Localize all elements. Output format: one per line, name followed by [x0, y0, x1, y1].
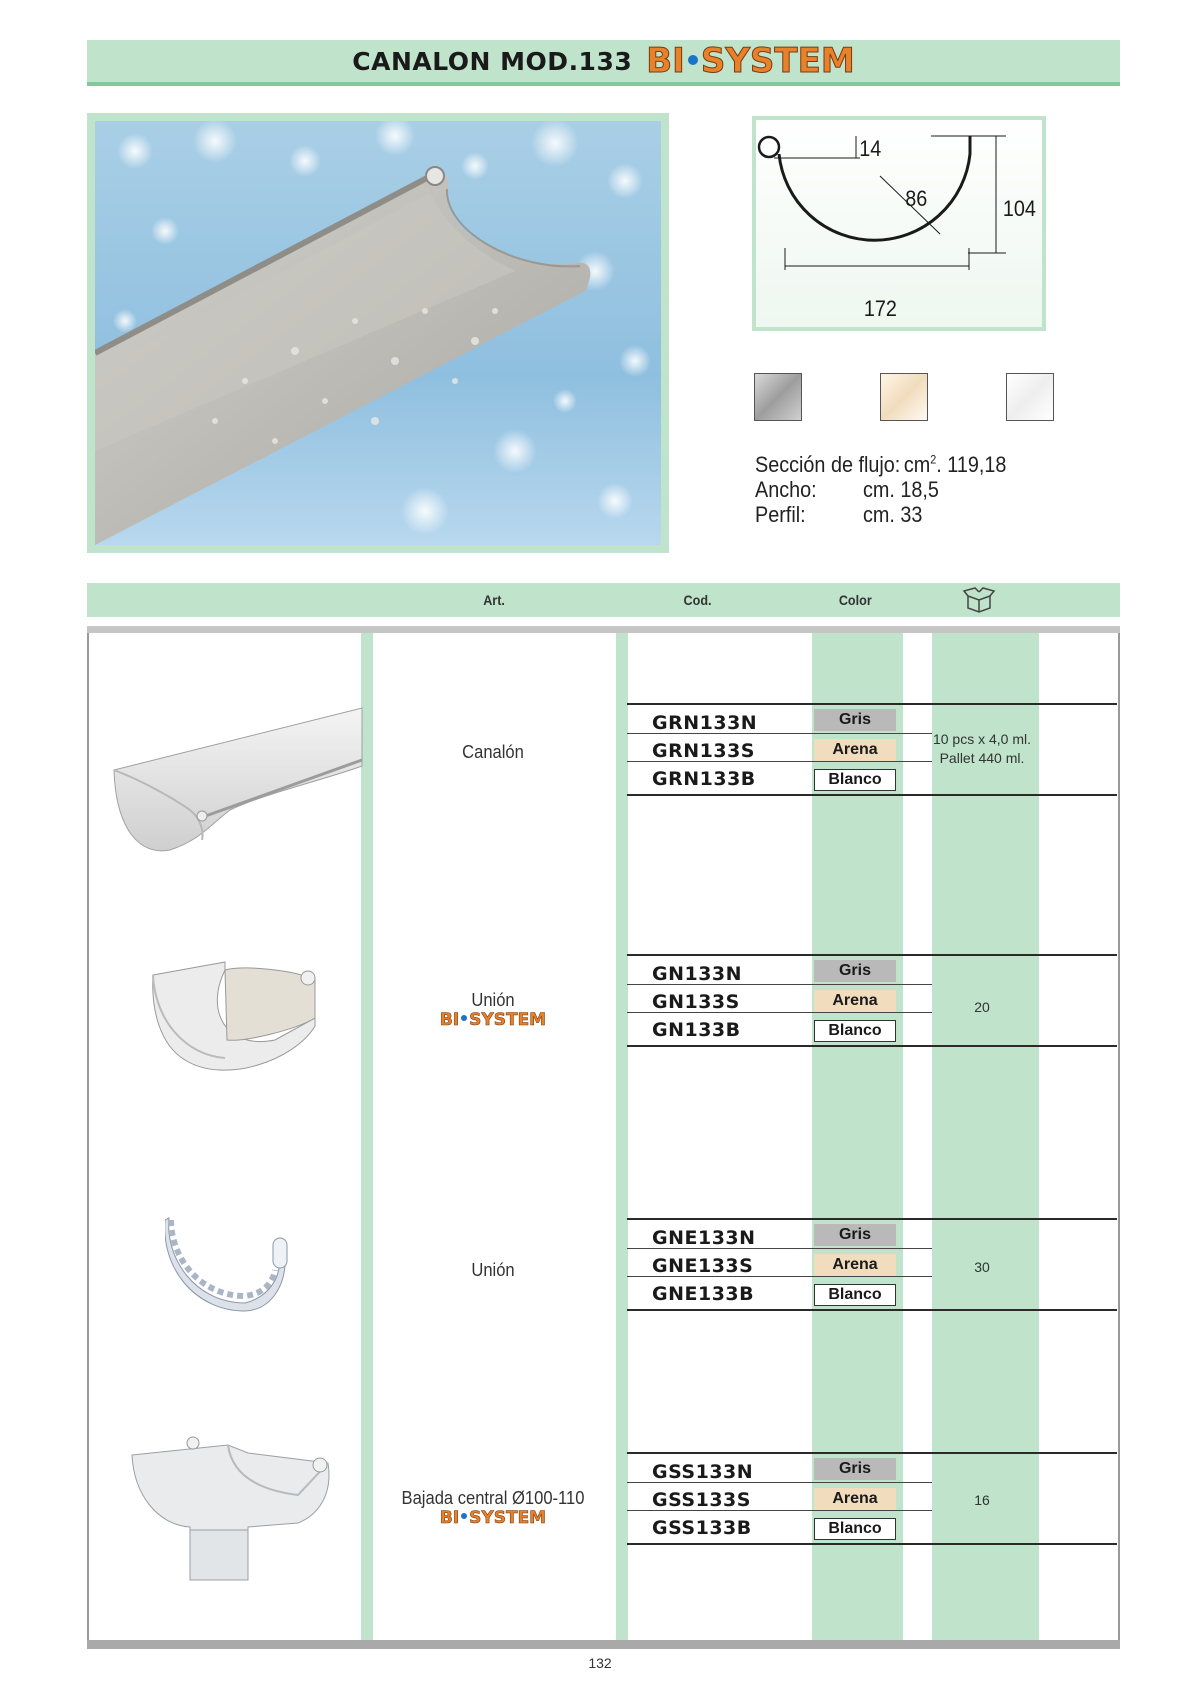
section-diagram: [752, 116, 1046, 331]
table-divider-band: [616, 633, 628, 1640]
gutter-photo: [87, 113, 669, 553]
brand-logo-part: BI: [646, 41, 685, 81]
brand-dot-icon: [461, 1015, 467, 1021]
column-art: Art.: [483, 592, 505, 608]
brand-logo: [646, 41, 854, 81]
product-name-union: Unión: [471, 1260, 515, 1280]
pack-info: [927, 998, 1037, 1017]
brand-dot-icon: [461, 1513, 467, 1519]
column-color: Color: [838, 592, 872, 608]
header-underline: [87, 82, 1120, 86]
table-bottom-border: [87, 1640, 1120, 1649]
pack-line: 20: [974, 999, 990, 1015]
row-divider: [627, 1218, 1117, 1220]
brand-logo-part: SYSTEM: [469, 1010, 547, 1030]
page-number: 132: [588, 1655, 612, 1671]
dimension-height: 104: [1002, 196, 1036, 221]
row-divider: [627, 794, 1117, 796]
label-perfil: Perfil:: [755, 502, 806, 527]
row-divider: [627, 1309, 1117, 1311]
product-code: GSS133N: [652, 1461, 754, 1483]
product-image-bajada-central: [128, 1435, 338, 1585]
table-top-border: [87, 626, 1120, 633]
row-divider: [627, 703, 1117, 705]
color-chip-gris: Gris: [814, 960, 896, 982]
box-icon: [962, 586, 996, 614]
pack-info: [927, 1258, 1037, 1277]
color-chip-arena: Arena: [814, 1488, 896, 1510]
pack-line: 30: [974, 1259, 990, 1275]
row-divider: [627, 1045, 1117, 1047]
title-text: CANALON MOD.133: [352, 46, 633, 76]
brand-logo-part: SYSTEM: [700, 41, 855, 81]
product-code: GRN133S: [652, 740, 755, 762]
gutter-photo-image: [95, 121, 661, 545]
spec-unit: cm: [903, 452, 931, 477]
dimension-top: 14: [859, 136, 882, 161]
product-code: GN133N: [652, 963, 743, 985]
color-chip-arena: Arena: [814, 1254, 896, 1276]
product-code: GNE133S: [652, 1255, 754, 1277]
dimension-radius: 86: [905, 186, 928, 211]
brand-logo-part: BI: [439, 1508, 460, 1528]
value-ancho: cm. 18,5: [863, 477, 939, 502]
gutter-profile-drawing: [756, 120, 1042, 327]
color-chip-arena: Arena: [814, 990, 896, 1012]
swatch-blanco: [1006, 373, 1054, 421]
product-name-union: Unión: [471, 990, 515, 1010]
product-image-canalon: [110, 700, 366, 860]
table-left-border: [87, 633, 89, 1640]
color-chip-gris: Gris: [814, 709, 896, 731]
row-divider: [627, 1543, 1117, 1545]
product-code: GN133B: [652, 1019, 741, 1041]
section-diagram-panel: [756, 120, 1042, 327]
pack-line: Pallet 440 ml.: [939, 750, 1025, 766]
product-image-union-bisystem: [145, 950, 325, 1075]
spec-unit-sup: 2: [930, 452, 937, 467]
product-brand-logo: [378, 1508, 608, 1528]
swatch-gris: [754, 373, 802, 421]
pack-info: [927, 730, 1037, 768]
spec-label: Sección de flujo:: [755, 452, 901, 477]
product-code: GRN133N: [652, 712, 758, 734]
row-divider: [627, 954, 1117, 956]
color-chip-arena: Arena: [814, 739, 896, 761]
product-image-union: [165, 1208, 305, 1313]
table-right-border: [1118, 633, 1120, 1640]
product-code: GN133S: [652, 991, 740, 1013]
header-bar: [87, 40, 1120, 86]
page-title: [87, 40, 1120, 82]
product-code: GRN133B: [652, 768, 756, 790]
pack-line: 10 pcs x 4,0 ml.: [932, 731, 1032, 747]
brand-dot-icon: [688, 55, 698, 65]
brand-logo-part: SYSTEM: [469, 1508, 547, 1528]
swatch-arena: [880, 373, 928, 421]
product-code: GSS133B: [652, 1517, 752, 1539]
color-chip-blanco: Blanco: [814, 1518, 896, 1540]
spec-flow-section: [755, 452, 1006, 478]
column-cod: Cod.: [683, 592, 712, 608]
color-chip-blanco: Blanco: [814, 1284, 896, 1306]
brand-logo-part: BI: [439, 1010, 460, 1030]
product-name-bajada-central: Bajada central Ø100-110: [401, 1488, 585, 1508]
column-header-bar: [87, 583, 1120, 617]
color-chip-blanco: Blanco: [814, 769, 896, 791]
pack-info: [927, 1491, 1037, 1510]
color-chip-blanco: Blanco: [814, 1020, 896, 1042]
product-code: GSS133S: [652, 1489, 751, 1511]
product-brand-logo: [378, 1010, 608, 1030]
color-chip-gris: Gris: [814, 1224, 896, 1246]
row-divider: [627, 1452, 1117, 1454]
product-code: GNE133B: [652, 1283, 755, 1305]
pack-column-band: [932, 633, 1039, 1640]
pack-line: 16: [974, 1492, 990, 1508]
spec-value: . 119,18: [936, 452, 1007, 477]
value-perfil: cm. 33: [863, 502, 923, 527]
product-name-canalon: Canalón: [462, 742, 524, 762]
dimension-width: 172: [863, 296, 897, 321]
product-code: GNE133N: [652, 1227, 756, 1249]
color-chip-gris: Gris: [814, 1458, 896, 1480]
label-ancho: Ancho:: [755, 477, 817, 502]
